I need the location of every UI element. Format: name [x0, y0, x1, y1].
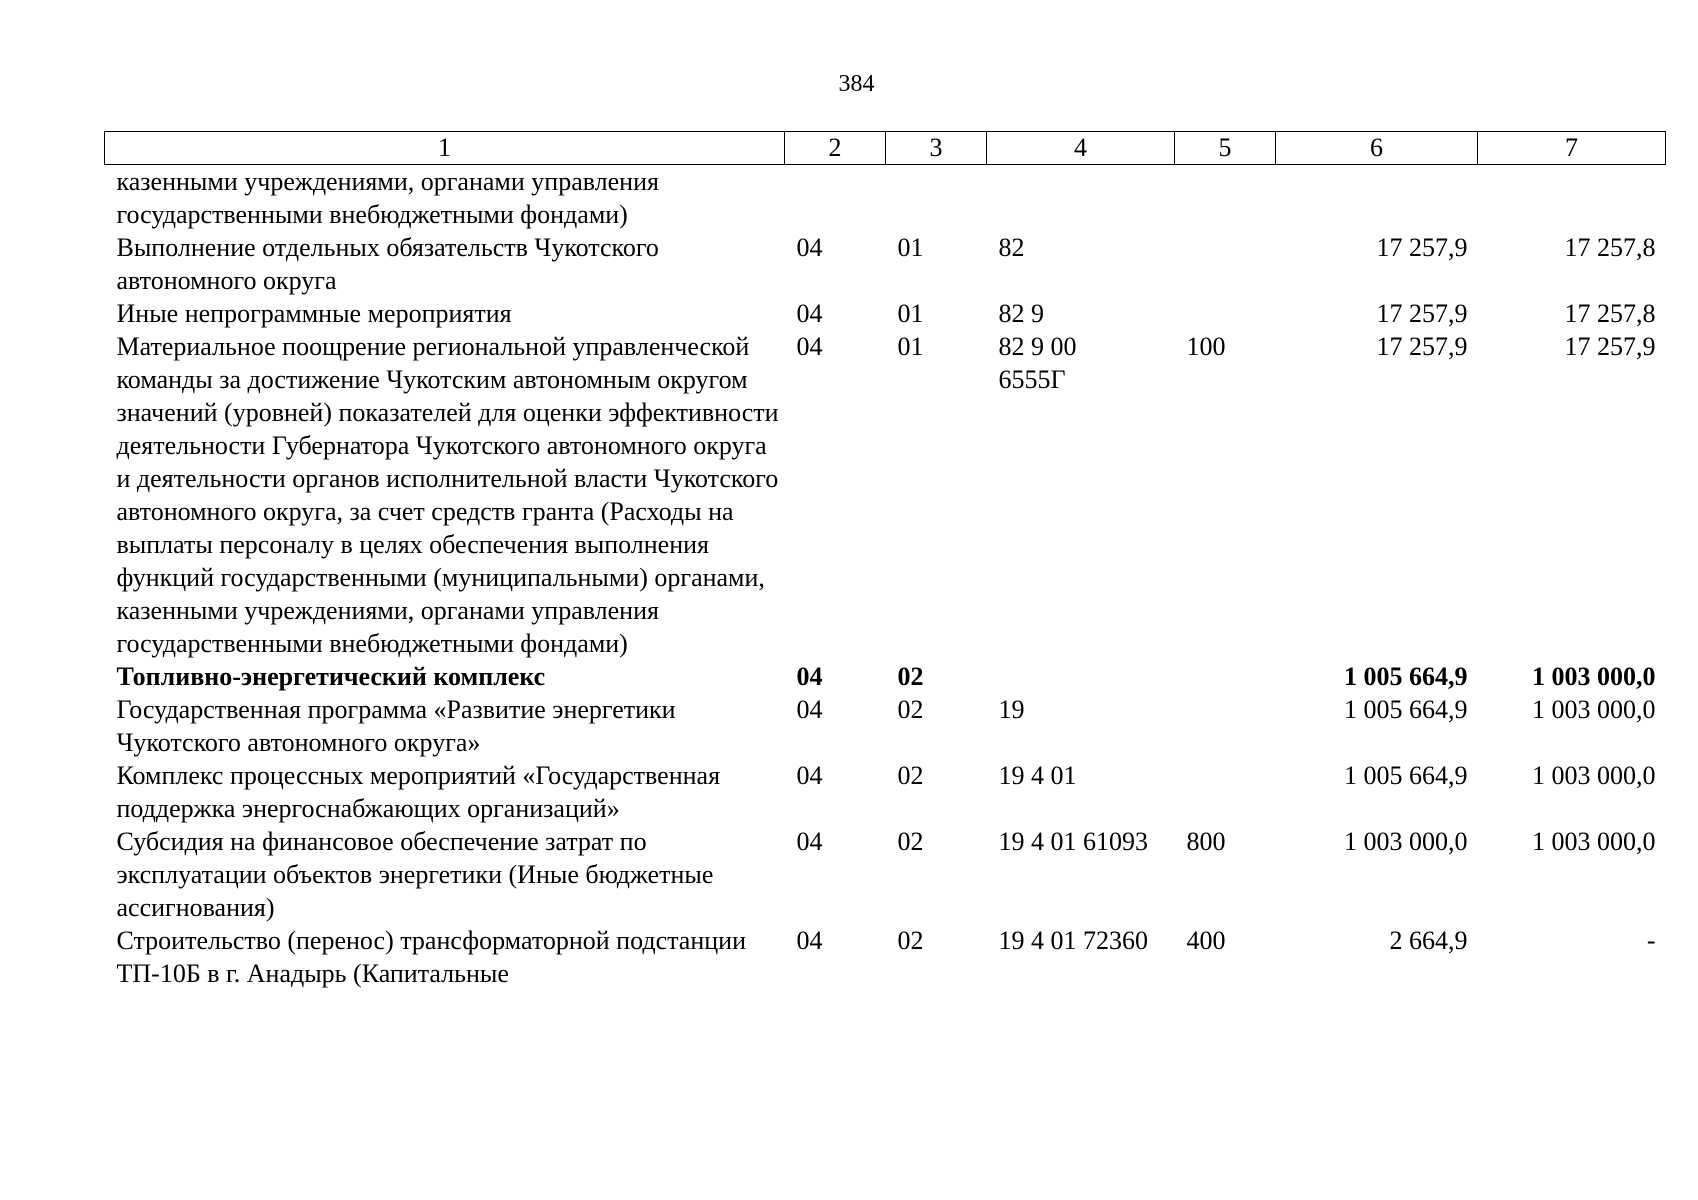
row-name: казенными учреждениями, органами управления государственными внебюджетными фондами) [116, 167, 659, 229]
table-row [105, 924, 1666, 990]
row-section: 04 [796, 761, 823, 790]
row-expense-type [1175, 660, 1276, 693]
row-name: Выполнение отдельных обязательств Чукотского автономного округа [116, 233, 659, 295]
column-header-4: 4 [987, 132, 1175, 165]
row-target-article [987, 165, 1175, 232]
row-name: Строительство (перенос) трансформаторной подстанции ТП-10Б в г. Анадырь (Капитальные [116, 926, 746, 988]
row-sum-2: 17 257,9 [1564, 332, 1656, 361]
row-subsection [886, 165, 987, 232]
column-header-5: 5 [1175, 132, 1276, 165]
row-sum-1: 17 257,9 [1376, 299, 1468, 328]
row-expense-type [1175, 165, 1276, 232]
row-sum-1: 17 257,9 [1376, 233, 1468, 262]
row-target-article: 19 4 01 61093 [998, 827, 1148, 856]
row-subsection: 02 [897, 695, 924, 724]
table-row [105, 693, 1666, 759]
table-row [105, 297, 1666, 330]
row-sum-1: 17 257,9 [1376, 332, 1468, 361]
row-name: Субсидия на финансовое обеспечение затрат по эксплуатации объектов энергетики (Иные бюджетные ассигнования) [116, 827, 714, 922]
row-section [785, 165, 886, 232]
row-expense-type [1175, 693, 1276, 759]
table-row [105, 231, 1666, 297]
row-sum-2: 1 003 000,0 [1532, 695, 1656, 724]
row-section: 04 [796, 332, 823, 361]
row-subsection: 01 [897, 299, 924, 328]
column-header-6: 6 [1276, 132, 1478, 165]
column-header-3: 3 [886, 132, 987, 165]
row-subsection: 01 [897, 332, 924, 361]
row-subsection: 02 [897, 761, 924, 790]
row-sum-1 [1276, 165, 1478, 232]
row-name: Топливно-энергетический комплекс [116, 662, 546, 691]
row-expense-type [1175, 759, 1276, 825]
row-section: 04 [796, 662, 823, 691]
row-expense-type: 400 [1186, 926, 1226, 955]
column-header-7: 7 [1478, 132, 1666, 165]
row-name: Материальное поощрение региональной управленческой команды за достижение Чукотским автономным округом значений (уровней) показателей для оценки эффективности деятельности Губернатора Чукотского автономного округа и деятельности органов исполнительной власти Чукотского автономного округа, за счет средств гранта (Расходы на выплаты персоналу в целях обеспечения выполнения функций государственными (муниципальными) органами, казенными учреждениями, органами управления государственными внебюджетными фондами) [116, 332, 779, 658]
budget-table [104, 131, 1666, 990]
row-section: 04 [796, 299, 823, 328]
row-sum-2 [1478, 165, 1666, 232]
row-name: Комплекс процессных мероприятий «Государственная поддержка энергоснабжающих организаций» [116, 761, 721, 823]
table-row [105, 330, 1666, 660]
row-subsection: 01 [897, 233, 924, 262]
row-sum-1: 1 005 664,9 [1344, 695, 1468, 724]
row-subsection: 02 [897, 827, 924, 856]
row-target-article: 82 [998, 233, 1025, 262]
row-sum-2: 1 003 000,0 [1532, 761, 1656, 790]
table-row [105, 759, 1666, 825]
row-target-article: 19 4 01 72360 [998, 926, 1148, 955]
row-target-article: 19 [998, 695, 1025, 724]
row-sum-2: - [1646, 926, 1656, 955]
table-row [105, 165, 1666, 232]
row-sum-1: 2 664,9 [1389, 926, 1468, 955]
column-header-2: 2 [785, 132, 886, 165]
table-row-section-total [105, 660, 1666, 693]
page-number: 384 [838, 71, 875, 97]
row-subsection: 02 [897, 662, 924, 691]
row-sum-2: 17 257,8 [1564, 233, 1656, 262]
row-expense-type [1175, 297, 1276, 330]
row-name: Иные непрограммные мероприятия [116, 299, 512, 328]
row-section: 04 [796, 233, 823, 262]
row-name: Государственная программа «Развитие энергетики Чукотского автономного округа» [116, 695, 676, 757]
row-section: 04 [796, 827, 823, 856]
row-expense-type: 100 [1186, 332, 1226, 361]
column-header-1: 1 [105, 132, 785, 165]
row-sum-2: 17 257,8 [1564, 299, 1656, 328]
row-expense-type: 800 [1186, 827, 1226, 856]
header-row [105, 132, 1666, 165]
row-sum-1: 1 005 664,9 [1344, 662, 1468, 691]
row-sum-1: 1 005 664,9 [1344, 761, 1468, 790]
row-target-article: 82 9 [998, 299, 1044, 328]
row-expense-type [1175, 231, 1276, 297]
row-sum-1: 1 003 000,0 [1344, 827, 1468, 856]
row-section: 04 [796, 695, 823, 724]
row-target-article: 19 4 01 [998, 761, 1077, 790]
row-sum-2: 1 003 000,0 [1532, 827, 1656, 856]
table-row [105, 825, 1666, 924]
row-target-article [987, 660, 1175, 693]
row-section: 04 [796, 926, 823, 955]
row-sum-2: 1 003 000,0 [1532, 662, 1656, 691]
row-target-article: 82 9 00 6555Г [998, 332, 1077, 394]
row-subsection: 02 [897, 926, 924, 955]
